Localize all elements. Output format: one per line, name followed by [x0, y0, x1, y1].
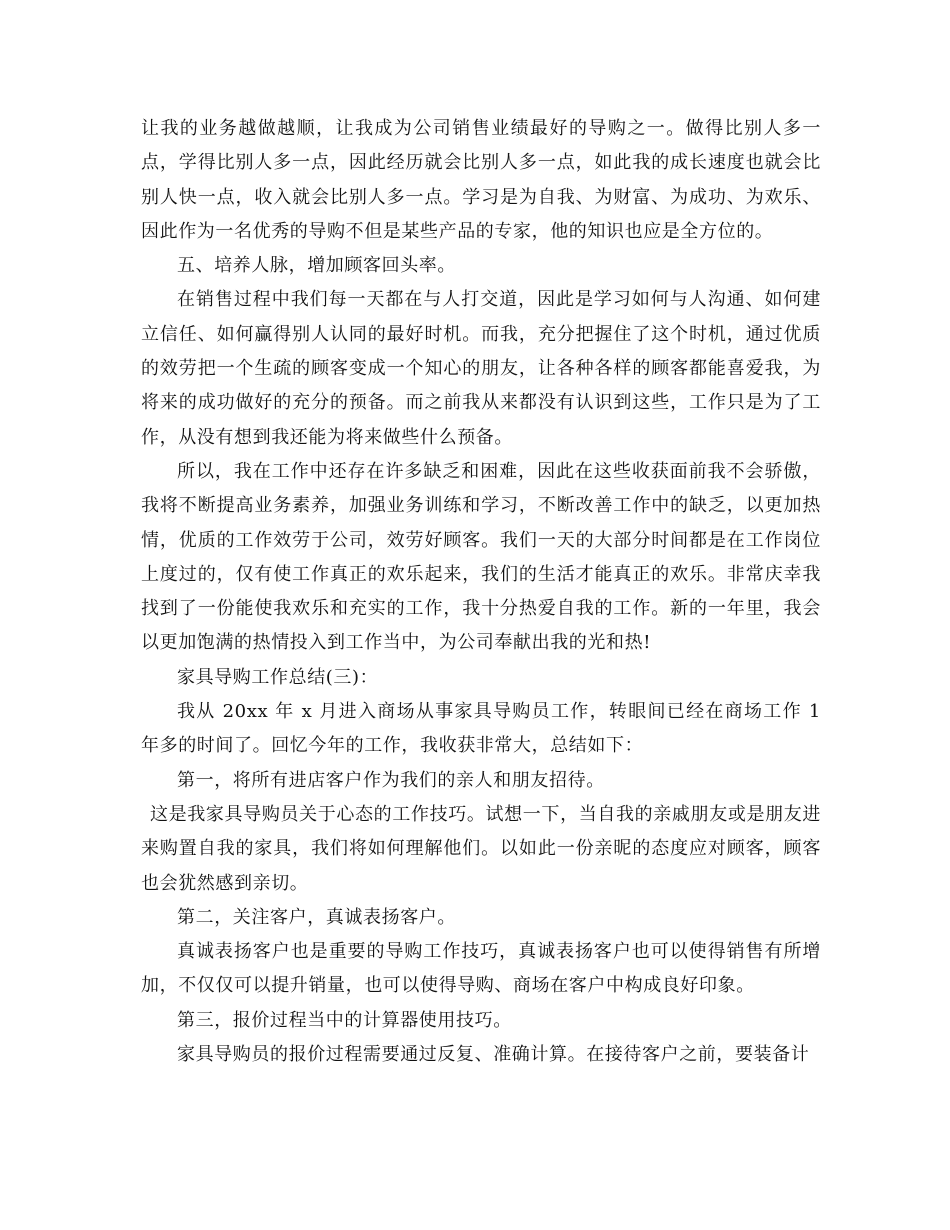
paragraph-12: 家具导购员的报价过程需要通过反复、准确计算。在接待客户之前，要装备计 [177, 1044, 810, 1066]
paragraph-1: 让我的业务越做越顺，让我成为公司销售业绩最好的导购之一。做得比别人多一点，学得比别人多一点，因此经历就会比别人多一点，如此我的成长速度也就会比别人快一点，收入就会比别人多一点。学习是为自我、为财富、为成功、为欢乐、因此作为一名优秀的导购不但是某些产品的专家，他的知识也应是全方位的。 [141, 118, 821, 242]
document-body [141, 112, 821, 1072]
section-heading-5: 五、培养人脉，增加顾客回头率。 [177, 255, 456, 277]
summary-heading-3: 家具导购工作总结(三)： [177, 666, 379, 688]
paragraph-4: 所以，我在工作中还存在许多缺乏和困难，因此在这些收获面前我不会骄傲，我将不断提高业务素养，加强业务训练和学习，不断改善工作中的缺乏，以更加热情，优质的工作效劳于公司，效劳好顾客。我们一天的大部分时间都是在工作岗位上度过的，仅有使工作真正的欢乐起来，我们的生活才能真正的欢乐。非常庆幸我找到了一份能使我欢乐和充实的工作，我十分热爱自我的工作。新的一年里，我会以更加饱满的热情投入到工作当中，为公司奉献出我的光和热! [141, 460, 821, 654]
paragraph-3: 在销售过程中我们每一天都在与人打交道，因此是学习如何与人沟通、如何建立信任、如何赢得别人认同的最好时机。而我，充分把握住了这个时机，通过优质的效劳把一个生疏的顾客变成一个知心的朋友，让各种各样的顾客都能喜爱我，为将来的成功做好的充分的预备。而之前我从来都没有认识到这些，工作只是为了工作，从没有想到我还能为将来做些什么预备。 [141, 289, 821, 448]
paragraph-8: 这是我家具导购员关于心态的工作技巧。试想一下，当自我的亲戚朋友或是朋友进来购置自我的家具，我们将如何理解他们。以如此一份亲昵的态度应对顾客，顾客也会犹然感到亲切。 [141, 803, 821, 894]
point-heading-1: 第一，将所有进店客户作为我们的亲人和朋友招待。 [177, 769, 605, 791]
point-heading-2: 第二，关注客户，真诚表扬客户。 [177, 906, 456, 928]
paragraph-10: 真诚表扬客户也是重要的导购工作技巧，真诚表扬客户也可以使得销售有所增加，不仅仅可以提升销量，也可以使得导购、商场在客户中构成良好印象。 [141, 941, 821, 997]
point-heading-3: 第三，报价过程当中的计算器使用技巧。 [177, 1009, 512, 1031]
paragraph-6: 我从 20xx 年 x 月进入商场从事家具导购员工作，转眼间已经在商场工作 1 年多的时间了。回忆今年的工作，我收获非常大，总结如下： [141, 701, 821, 757]
